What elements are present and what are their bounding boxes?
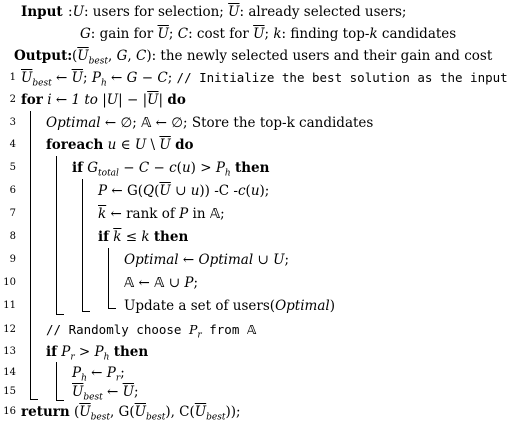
input-line-1	[0, 2, 532, 22]
line-number: 10	[3, 277, 16, 288]
line-number: 14	[3, 367, 16, 378]
algo-line-15	[0, 382, 532, 402]
line-text: if $P_r > P_h$ then	[46, 344, 149, 363]
line-number: 16	[3, 406, 16, 417]
line-text: $\overline{k}$ ← rank of P in 𝔸;	[98, 206, 225, 222]
foreach-block-end	[56, 314, 64, 315]
line-text: $\overline{U}_{best}$ ← $\overline{U}$;	[72, 384, 139, 403]
if-block-end	[82, 311, 90, 312]
line-text: $\overline{U}_{best}$ ← $\overline{U}$; $P_h$ ← G − C; // Initialize the best solution as the input	[21, 70, 508, 89]
line-text: $P_h$ ← $P_r$;	[72, 365, 125, 384]
line-number: 15	[3, 386, 16, 397]
algo-line-14	[0, 363, 532, 383]
algo-line-1	[0, 68, 532, 88]
algo-line-9	[0, 250, 532, 270]
line-text: if $\overline{k} \le k$ then	[98, 229, 189, 245]
line-text: 𝔸 ← 𝔸 ∪ P;	[124, 275, 198, 291]
line-number: 11	[3, 300, 16, 311]
line-number: 7	[9, 208, 16, 219]
line-text: for i ← 1 to $|U| - |\overline{U}|$ do	[21, 92, 186, 108]
output-line	[0, 46, 532, 66]
inner-if-block-line	[108, 248, 109, 308]
foreach-block-line	[56, 156, 57, 314]
line-number: 9	[9, 254, 16, 265]
for-block-end	[30, 399, 38, 400]
algo-line-4	[0, 135, 532, 155]
line-text: Optimal ← ∅; 𝔸 ← ∅; Store the top-k candidates	[46, 115, 374, 131]
line-text: return ($\overline{U}_{best}$, $G(\overline{U}_{best})$, $C(\overline{U}_{best})$);	[21, 404, 241, 423]
output-description: ($\overline{U}_{best}$, G, C): the newly selected users and their gain and cost	[72, 48, 493, 67]
algo-line-8	[0, 227, 532, 247]
line-text: Update a set of users(Optimal)	[124, 298, 335, 314]
line-text: foreach u ∈ U \ $\overline{U}$ do	[46, 137, 194, 153]
line-text: // Randomly choose $P_r$ from 𝔸	[46, 322, 257, 341]
input-line-2	[0, 24, 532, 44]
line-number: 3	[9, 117, 16, 128]
algo-line-10	[0, 273, 532, 293]
if-block-line	[82, 179, 83, 311]
line-number: 6	[9, 185, 16, 196]
if-pr-block-line	[56, 362, 57, 400]
algo-line-7	[0, 204, 532, 224]
inner-if-block-end	[108, 308, 116, 309]
line-text: if $G_{total} - C - c(u) > P_h$ then	[72, 160, 270, 179]
line-number: 13	[3, 346, 16, 357]
algo-line-12	[0, 320, 532, 340]
algo-line-3	[0, 113, 532, 133]
input-description-1: :U: users for selection; $\overline{U}$: already selected users;	[68, 4, 407, 20]
line-number: 2	[9, 94, 16, 105]
line-number: 5	[9, 162, 16, 173]
line-number: 12	[3, 324, 16, 335]
if-pr-block-end	[56, 400, 64, 401]
output-label: Output:	[14, 48, 73, 64]
for-block-line	[30, 111, 31, 399]
line-text: P ← $G(Q(\overline{U}$ ∪ u)) -C -c(u);	[98, 183, 270, 199]
line-number: 1	[9, 72, 16, 83]
algo-line-11	[0, 296, 532, 316]
line-number: 8	[9, 231, 16, 242]
algo-line-2	[0, 90, 532, 110]
algo-line-16	[0, 402, 532, 422]
line-number: 4	[9, 139, 16, 150]
line-text: Optimal ← Optimal ∪ U;	[124, 252, 290, 268]
algo-line-13	[0, 342, 532, 362]
algo-line-5	[0, 158, 532, 178]
algo-line-6	[0, 181, 532, 201]
input-description-2: G: gain for $\overline{U}$; C: cost for $\overline{U}$; k: finding top-k candidates	[80, 26, 457, 42]
input-label: Input	[21, 4, 63, 20]
